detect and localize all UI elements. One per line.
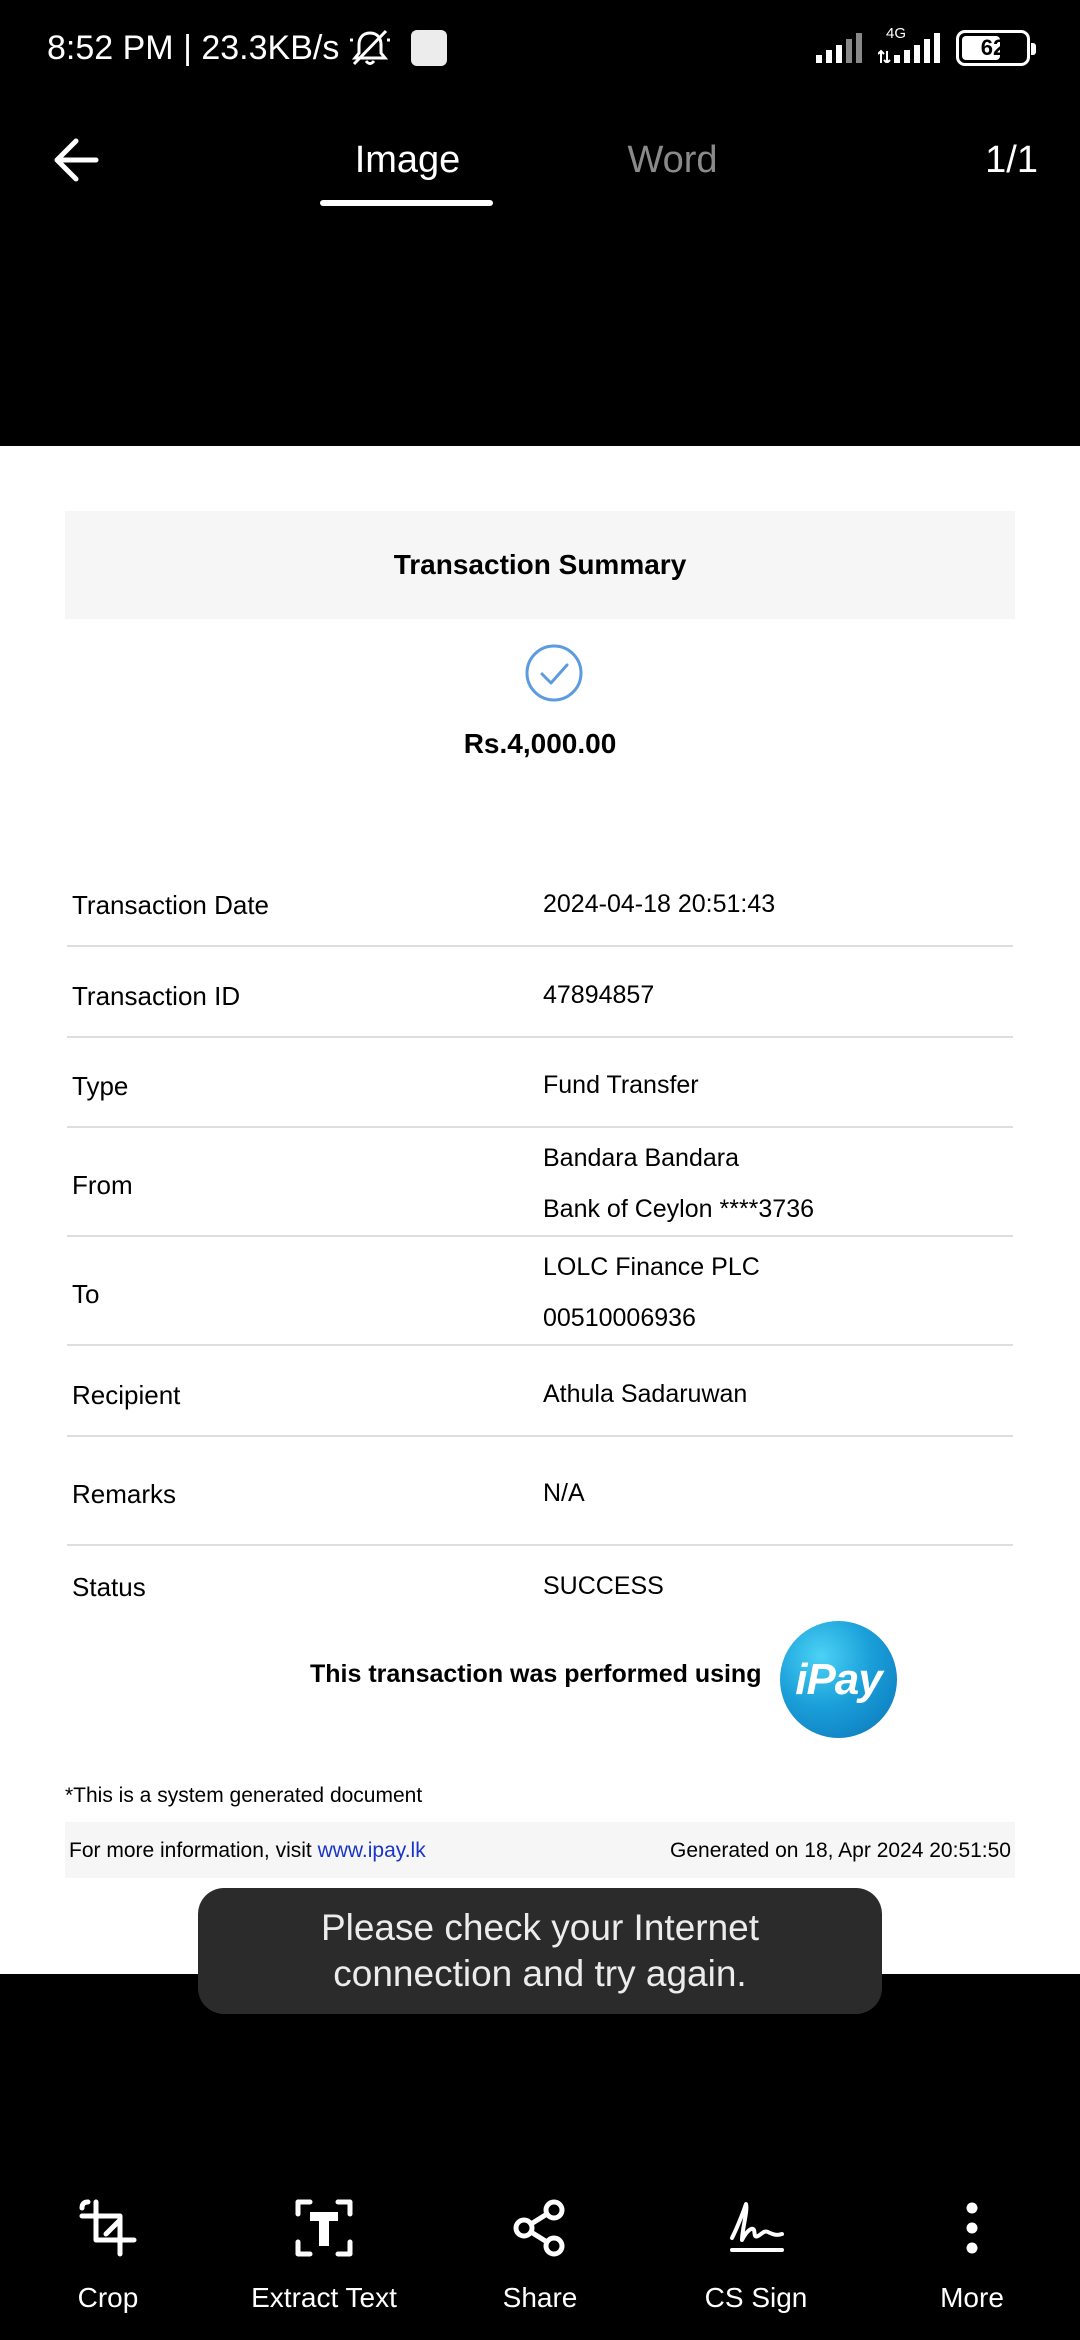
bottom-toolbar <box>0 2180 1080 2340</box>
crop-icon <box>76 2196 140 2260</box>
row-status <box>67 1546 1013 1616</box>
row-label: Type <box>72 1071 129 1101</box>
extract-text-button[interactable] <box>224 2180 424 2314</box>
signal-4g-icon <box>878 33 942 63</box>
status-time-speed: 8:52 PM | 23.3KB/s <box>47 28 340 67</box>
transaction-amount: Rs.4,000.00 <box>463 728 617 759</box>
document-image <box>0 446 1080 1974</box>
tool-label: Share <box>502 2282 578 2313</box>
network-error-toast <box>198 1888 882 2014</box>
row-value: N/A <box>543 1479 585 1507</box>
top-toolbar <box>0 100 1080 220</box>
status-left <box>47 28 447 68</box>
extract-text-icon <box>292 2196 356 2260</box>
page-counter: 1/1 <box>985 139 1038 181</box>
footer-prefix: For more information, visit <box>69 1839 318 1862</box>
footer-link: www.ipay.lk <box>317 1839 426 1862</box>
battery-cap <box>1031 43 1036 55</box>
mobile-data-indicator <box>878 25 942 63</box>
toast-line-2: connection and try again. <box>333 1953 747 1994</box>
mute-bell-icon <box>349 28 391 68</box>
row-transaction-date <box>67 856 1013 947</box>
row-label: Transaction Date <box>72 890 270 920</box>
battery-level: 62 <box>980 35 1006 60</box>
battery-indicator <box>956 30 1030 66</box>
row-label: Remarks <box>72 1479 177 1509</box>
system-note: *This is a system generated document <box>65 1784 423 1807</box>
tab-word[interactable]: Word <box>627 139 718 181</box>
tool-label: More <box>940 2282 1004 2313</box>
signal-icon <box>816 33 864 63</box>
ipay-logo-text: iPay <box>795 1654 882 1704</box>
success-check-icon <box>524 643 584 703</box>
generated-timestamp: Generated on 18, Apr 2024 20:51:50 <box>670 1839 1011 1862</box>
row-remarks <box>67 1437 1013 1546</box>
row-value: 47894857 <box>543 981 655 1009</box>
row-value: SUCCESS <box>543 1572 664 1600</box>
share-icon <box>508 2196 572 2260</box>
row-value-secondary: 00510006936 <box>543 1304 696 1332</box>
more-button[interactable] <box>872 2180 1072 2314</box>
row-value: Fund Transfer <box>543 1071 699 1099</box>
row-to <box>67 1237 1013 1346</box>
row-value: LOLC Finance PLC <box>543 1253 760 1281</box>
active-tab-indicator <box>320 200 493 206</box>
document-footer <box>65 1822 1015 1878</box>
performed-using-text: This transaction was performed using <box>310 1660 762 1688</box>
document-title: Transaction Summary <box>65 511 1015 619</box>
network-type: 4G <box>886 25 907 42</box>
row-transaction-id <box>67 947 1013 1038</box>
toast-line-1: Please check your Internet <box>320 1907 760 1948</box>
row-value: Bandara Bandara <box>543 1144 739 1172</box>
row-recipient <box>67 1346 1013 1437</box>
row-label: Transaction ID <box>72 981 241 1011</box>
status-bar <box>0 0 1080 100</box>
back-arrow-icon[interactable] <box>48 130 108 190</box>
tool-label: Extract Text <box>251 2282 397 2313</box>
row-value-secondary: Bank of Ceylon ****3736 <box>543 1195 815 1223</box>
row-from <box>67 1128 1013 1237</box>
tab-image[interactable]: Image <box>354 139 461 181</box>
tool-label: CS Sign <box>704 2282 808 2313</box>
row-type <box>67 1038 1013 1128</box>
row-label: From <box>72 1170 133 1200</box>
signature-icon <box>724 2196 788 2260</box>
tool-label: Crop <box>77 2282 139 2313</box>
share-button[interactable] <box>440 2180 640 2314</box>
row-label: Status <box>72 1572 146 1602</box>
notification-icon <box>411 30 447 66</box>
cs-sign-button[interactable] <box>656 2180 856 2314</box>
more-vertical-icon <box>940 2196 1004 2260</box>
row-value: 2024-04-18 20:51:43 <box>543 890 776 918</box>
ipay-logo <box>780 1621 897 1738</box>
footer-info <box>69 1839 426 1863</box>
row-value: Athula Sadaruwan <box>543 1380 748 1408</box>
crop-button[interactable] <box>8 2180 208 2314</box>
row-label: To <box>72 1279 100 1309</box>
status-right <box>816 25 1030 66</box>
row-label: Recipient <box>72 1380 181 1410</box>
